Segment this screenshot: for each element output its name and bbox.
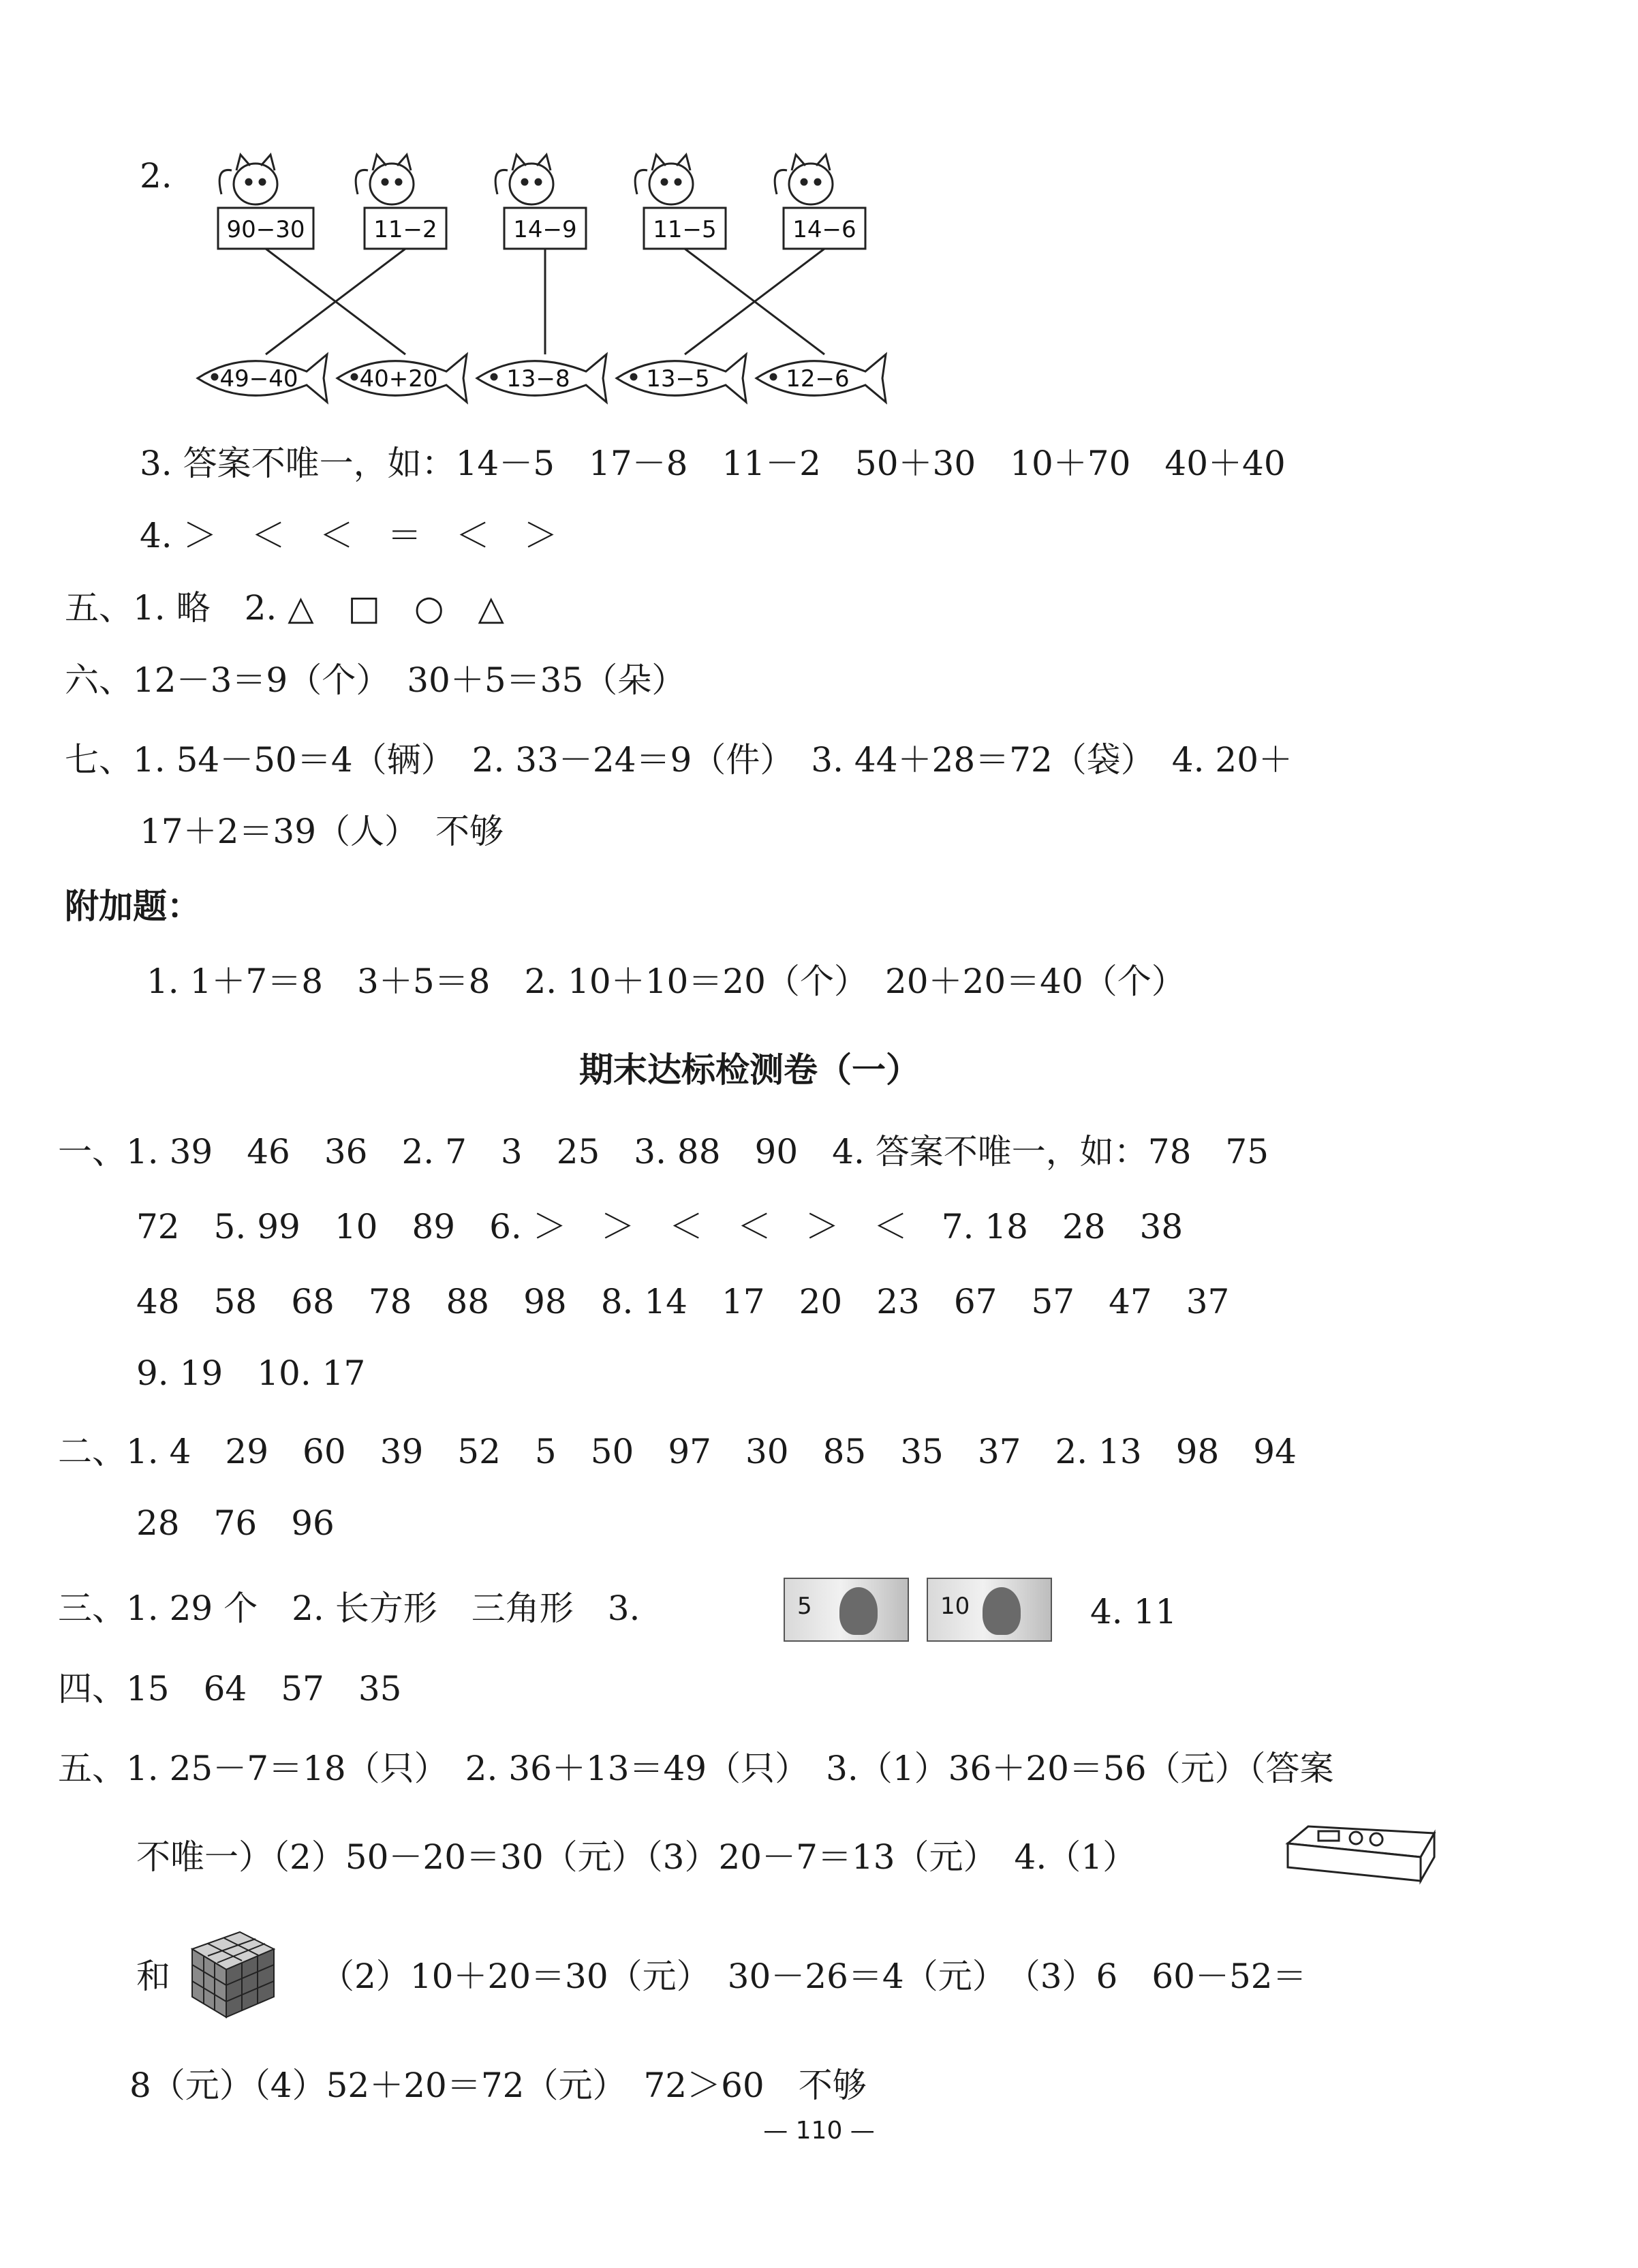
- answer-line: 4. 11: [1090, 1592, 1177, 1631]
- bonus-heading: 附加题：: [65, 887, 201, 926]
- banknote-5-yuan: [784, 1578, 909, 1642]
- answer-line: （2）10＋20＝30（元） 30－26＝4（元） （3）6 60－52＝: [320, 1957, 1307, 1996]
- answer-line: 1. 1＋7＝8 3＋5＝8 2. 10＋10＝20（个） 20＋20＝40（个）: [146, 962, 1186, 1001]
- item-2-number: 2.: [140, 156, 172, 196]
- cat-icon: [635, 155, 693, 204]
- banknote-value: 10: [940, 1593, 970, 1620]
- banknote-value: 5: [797, 1593, 812, 1620]
- box-label: 90−30: [226, 216, 305, 243]
- answer-line: 和: [136, 1957, 170, 1996]
- fish-label: 13−8: [506, 365, 570, 393]
- cat-icon: [775, 155, 833, 204]
- page-number: — 110 —: [763, 2117, 875, 2145]
- answer-line: 五、1. 略 2. △ □ ○ △: [65, 588, 504, 628]
- answer-line: 六、12－3＝9（个） 30＋5＝35（朵）: [65, 660, 686, 700]
- answer-line: 28 76 96: [136, 1503, 335, 1543]
- section-title: 期末达标检测卷（一）: [579, 1050, 920, 1090]
- answer-line: 一、1. 39 46 36 2. 7 3 25 3. 88 90 4. 答案不唯一，如：78 75: [58, 1132, 1269, 1171]
- answer-line: 72 5. 99 10 89 6. ＞ ＞ ＜ ＜ ＞ ＜ 7. 18 28 38: [136, 1207, 1184, 1246]
- answer-line: 4. ＞ ＜ ＜ ＝ ＜ ＞: [140, 516, 558, 555]
- fish-label: 40+20: [359, 365, 438, 393]
- banknote-10-yuan: [927, 1578, 1052, 1642]
- box-label: 11−5: [653, 216, 717, 243]
- box-label: 11−2: [373, 216, 437, 243]
- answer-line: 三、1. 29 个 2. 长方形 三角形 3.: [58, 1589, 640, 1628]
- cat-icon: [495, 155, 553, 204]
- answer-line: 二、1. 4 29 60 39 52 5 50 97 30 85 35 37 2. 13 98 94: [58, 1432, 1297, 1471]
- fish-label: 13−5: [646, 365, 710, 393]
- cat-icon: [219, 155, 277, 204]
- answer-line: 五、1. 25－7＝18（只） 2. 36＋13＝49（只） 3.（1）36＋20＝56（元）（答案: [58, 1749, 1334, 1788]
- cat-icon: [356, 155, 414, 204]
- rubiks-cube-icon: [179, 1922, 281, 2024]
- matching-diagram: [191, 147, 940, 405]
- answer-line: 17＋2＝39（人） 不够: [140, 812, 504, 851]
- answer-line: 8（元）（4）52＋20＝72（元） 72＞60 不够: [129, 2066, 867, 2105]
- answer-line: 四、15 64 57 35: [58, 1669, 402, 1708]
- match-lines: [266, 249, 824, 354]
- pencil-case-icon: [1281, 1816, 1438, 1891]
- answer-line: 七、1. 54－50＝4（辆） 2. 33－24＝9（件） 3. 44＋28＝72（袋） 4. 20＋: [65, 740, 1293, 780]
- answer-line: 不唯一）（2）50－20＝30（元）（3）20－7＝13（元） 4.（1）: [136, 1837, 1137, 1877]
- box-label: 14−9: [513, 216, 577, 243]
- answer-line: 9. 19 10. 17: [136, 1353, 366, 1393]
- answer-line: 48 58 68 78 88 98 8. 14 17 20 23 67 57 47 37: [136, 1282, 1230, 1321]
- cat-icons: [219, 155, 833, 204]
- answer-line: 3. 答案不唯一，如：14－5 17－8 11－2 50＋30 10＋70 40＋40: [140, 444, 1286, 483]
- fish-label: 49−40: [219, 365, 298, 393]
- box-label: 14−6: [792, 216, 856, 243]
- fish-label: 12−6: [786, 365, 850, 393]
